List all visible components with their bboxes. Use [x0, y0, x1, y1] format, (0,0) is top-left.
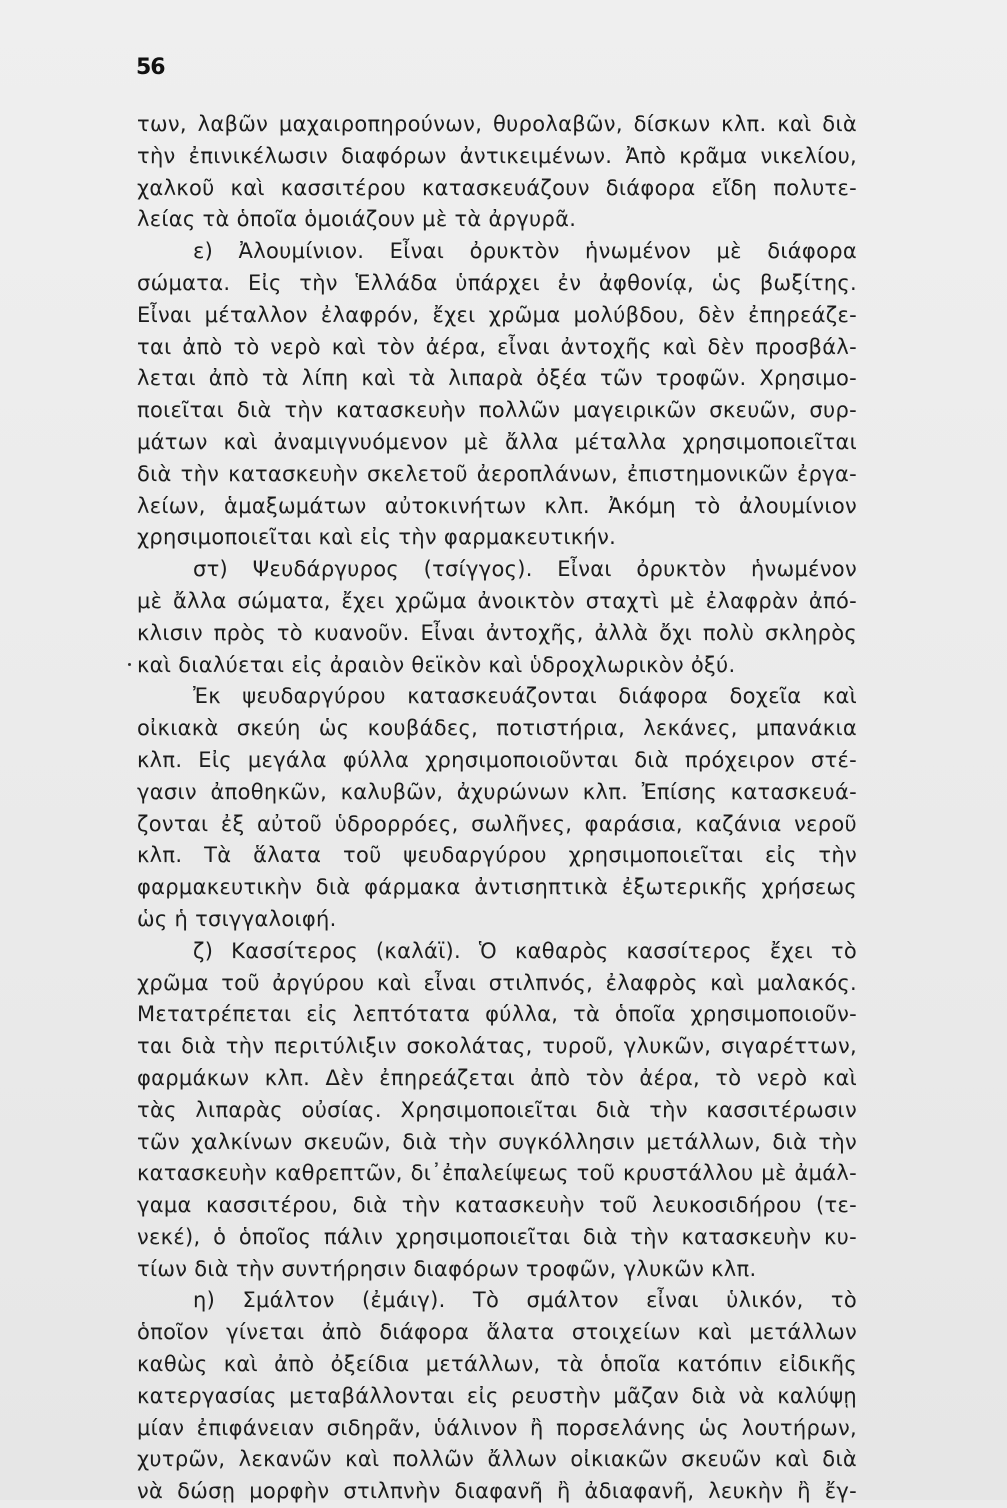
text-line: καὶ διαλύεται εἰς ἀραιὸν θεϊκὸν καὶ ὑδροχλωρικὸν ὀξύ.: [137, 652, 736, 677]
text-line: γαμα κασσιτέρου, διὰ τὴν κατασκευὴν τοῦ λευκοσιδήρου (τε-: [137, 1193, 857, 1218]
text-line: ε) Ἀλουμίνιον. Εἶναι ὀρυκτὸν ἡνωμένον μὲ διάφορα: [193, 239, 857, 264]
text-line: κατασκευὴν καθρεπτῶν, δι᾽ἐπαλείψεως τοῦ κρυστάλλου μὲ ἀμάλ-: [137, 1161, 857, 1186]
text-line: τὰς λιπαρὰς οὐσίας. Χρησιμοποιεῖται διὰ τὴν κασσιτέρωσιν: [137, 1097, 857, 1122]
text-line: χρῶμα τοῦ ἀργύρου καὶ εἶναι στιλπνός, ἐλαφρὸς καὶ μαλακός.: [137, 970, 857, 995]
text-line: κλισιν πρὸς τὸ κυανοῦν. Εἶναι ἀντοχῆς, ἀλλὰ ὄχι πολὺ σκληρὸς: [137, 620, 857, 645]
text-line: ζ) Κασσίτερος (καλάϊ). Ὁ καθαρὸς κασσίτερος ἔχει τὸ: [193, 938, 857, 963]
text-line: ζονται ἐξ αὐτοῦ ὑδρορρόες, σωλῆνες, φαράσια, καζάνια νεροῦ: [137, 811, 857, 836]
text-line: Μετατρέπεται εἰς λεπτότατα φύλλα, τὰ ὁποῖα χρησιμοποιοῦν-: [137, 1002, 857, 1027]
margin-speck: [128, 663, 131, 666]
text-line: νεκέ), ὁ ὁποῖος πάλιν χρησιμοποιεῖται διὰ τὴν κατασκευὴν κυ-: [137, 1224, 857, 1249]
text-line: γασιν ἀποθηκῶν, καλυβῶν, ἀχυρώνων κλπ. Ἐπίσης κατασκευά-: [137, 779, 857, 804]
body-text: [137, 109, 857, 1508]
text-line: ται ἀπὸ τὸ νερὸ καὶ τὸν ἀέρα, εἶναι ἀντοχῆς καὶ δὲν προσβάλ-: [137, 334, 857, 359]
text-line: ὁποῖον γίνεται ἀπὸ διάφορα ἅλατα στοιχείων καὶ μετάλλων: [137, 1320, 857, 1345]
text-line: τὴν ἐπινικέλωσιν διαφόρων ἀντικειμένων. Ἀπὸ κρᾶμα νικελίου,: [137, 143, 857, 168]
text-line: κλπ. Εἰς μεγάλα φύλλα χρησιμοποιοῦνται διὰ πρόχειρον στέ-: [137, 747, 857, 772]
text-line: φαρμακευτικὴν διὰ φάρμακα ἀντισηπτικὰ ἐξωτερικῆς χρήσεως: [137, 875, 857, 900]
text-line: ται διὰ τὴν περιτύλιξιν σοκολάτας, τυροῦ, γλυκῶν, σιγαρέττων,: [137, 1034, 857, 1059]
text-line: χυτρῶν, λεκανῶν καὶ πολλῶν ἄλλων οἰκιακῶν σκευῶν καὶ διὰ: [137, 1447, 857, 1472]
text-line: κλπ. Τὰ ἅλατα τοῦ ψευδαργύρου χρησιμοποιεῖται εἰς τὴν: [137, 843, 857, 868]
text-line: κατεργασίας μεταβάλλονται εἰς ρευστὴν μᾶζαν διὰ νὰ καλύψῃ: [137, 1383, 857, 1408]
text-line: χρησιμοποιεῖται καὶ εἰς τὴν φαρμακευτικήν.: [137, 525, 617, 550]
text-line: Ἐκ ψευδαργύρου κατασκευάζονται διάφορα δοχεῖα καὶ: [193, 684, 857, 709]
text-line: λείας τὰ ὁποῖα ὁμοιάζουν μὲ τὰ ἀργυρᾶ.: [137, 207, 577, 232]
text-line: μὲ ἄλλα σώματα, ἔχει χρῶμα ἀνοικτὸν σταχτὶ μὲ ἐλαφρὰν ἀπό-: [137, 588, 857, 613]
text-line: τῶν χαλκίνων σκευῶν, διὰ τὴν συγκόλλησιν μετάλλων, διὰ τὴν: [137, 1129, 857, 1154]
text-line: λείων, ἁμαξωμάτων αὐτοκινήτων κλπ. Ἀκόμη τὸ ἀλουμίνιον: [137, 493, 857, 518]
text-line: ὡς ἡ τσιγγαλοιφή.: [137, 906, 337, 931]
text-line: χαλκοῦ καὶ κασσιτέρου κατασκευάζουν διάφορα εἴδη πολυτε-: [137, 175, 857, 200]
text-line: Εἶναι μέταλλον ἐλαφρόν, ἔχει χρῶμα μολύβδου, δὲν ἐπηρεάζε-: [137, 302, 857, 327]
text-line: φαρμάκων κλπ. Δὲν ἐπηρεάζεται ἀπὸ τὸν ἀέρα, τὸ νερὸ καὶ: [137, 1065, 857, 1090]
text-line: σώματα. Εἰς τὴν Ἑλλάδα ὑπάρχει ἐν ἀφθονίᾳ, ὡς βωξίτης.: [137, 270, 857, 295]
text-line: καθὼς καὶ ἀπὸ ὀξείδια μετάλλων, τὰ ὁποῖα κατόπιν εἰδικῆς: [137, 1352, 857, 1377]
text-line: νὰ δώσῃ μορφὴν στιλπνὴν διαφανῆ ἢ ἀδιαφανῆ, λευκὴν ἢ ἔγ-: [137, 1479, 857, 1504]
text-line: διὰ τὴν κατασκευὴν σκελετοῦ ἀεροπλάνων, ἐπιστημονικῶν ἐργα-: [137, 461, 857, 486]
text-line: στ) Ψευδάργυρος (τσίγγος). Εἶναι ὀρυκτὸν ἡνωμένον: [193, 557, 857, 582]
text-line: ποιεῖται διὰ τὴν κατασκευὴν πολλῶν μαγειρικῶν σκευῶν, συρ-: [137, 398, 857, 423]
text-line: των, λαβῶν μαχαιροπηρούνων, θυρολαβῶν, δίσκων κλπ. καὶ διὰ: [137, 112, 857, 136]
text-line: τίων διὰ τὴν συντήρησιν διαφόρων τροφῶν, γλυκῶν κλπ.: [137, 1256, 757, 1281]
text-line: μάτων καὶ ἀναμιγνυόμενον μὲ ἄλλα μέταλλα χρησιμοποιεῖται: [137, 429, 857, 454]
page-number: 56: [136, 55, 165, 80]
text-line: λεται ἀπὸ τὰ λίπη καὶ τὰ λιπαρὰ ὀξέα τῶν τροφῶν. Χρησιμο-: [137, 366, 857, 391]
text-line: μίαν ἐπιφάνειαν σιδηρᾶν, ὑάλινον ἢ πορσελάνης ὡς λουτήρων,: [137, 1415, 857, 1440]
text-line: οἰκιακὰ σκεύη ὡς κουβάδες, ποτιστήρια, λεκάνες, μπανάκια: [137, 716, 857, 741]
text-line: η) Σμάλτον (ἐμάιγ). Τὸ σμάλτον εἶναι ὑλικόν, τὸ: [193, 1288, 857, 1313]
